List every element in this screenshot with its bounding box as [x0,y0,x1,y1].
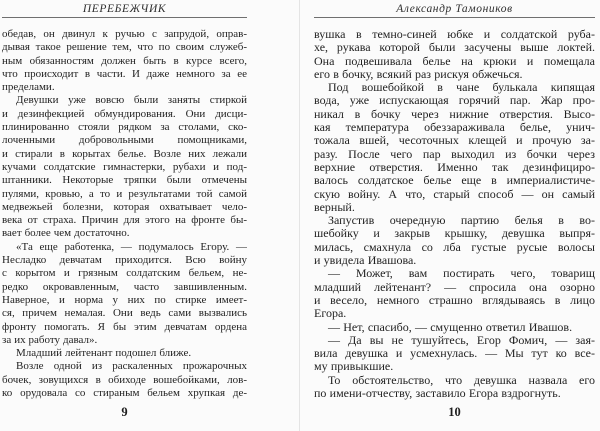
text-line: по имени-отчеству, заставило Егора вздрогнуть. [314,387,561,401]
text-line: ся, причем немалая. Они ведь сами вызвались [2,307,247,320]
text-line: — Нет, спасибо, — смущенно ответил Ивашов. [328,320,573,334]
text-line: разу. После чего пар выходил из бочки через [314,147,595,161]
right-page [299,0,600,431]
text-line: Под вошебойкой в чане булькала кипящая [328,81,595,95]
text-line: Егора. [314,307,347,321]
text-line: шебойку и закрыв крышку, девушка выпря- [314,227,595,241]
running-head-title: ПЕРЕБЕЖЧИК [82,3,167,15]
text-line: и увидела Ивашова. [314,254,417,268]
text-line: кая температура обеззараживала белье, унич- [314,121,595,135]
text-line: что происходит в части. И даже немного за ее [2,67,247,80]
text-line: бочек, зовущихся в обиходе вошебойками, лов- [2,373,247,386]
page-divider [299,0,300,431]
text-line: валось солдатское белье еще в империалистиче- [314,174,595,188]
text-line: «Та еще работенка, — подумалось Егору. — [16,240,247,253]
text-line: Запустив очередную партию белья в во- [328,214,595,228]
text-line: верхние отверстия. Именно так дезинфициро- [314,160,595,174]
text-line: му привыкшие. [314,360,394,374]
text-line: пределами. [2,81,55,94]
text-line: медвежьей болезни, которая охватывает чело- [2,200,247,213]
text-line: Она подвешивала белье на крюки и помещала [314,54,595,68]
text-line: и стирали в корытах белье. Возле них лежали [2,147,247,160]
text-line: младший лейтенант? — спросила она озорно [314,280,595,294]
text-line: Наверное, и норма у них по стирке имеет- [2,293,247,306]
text-line: — Может, вам постирать чего, товарищ [328,267,595,281]
text-line: пулями, кровью, а то и результатами той самой [2,187,247,200]
text-line: То обстоятельство, что девушка назвала его [328,373,595,387]
text-line: дывая такое решение тем, что по своим служеб- [2,41,247,54]
header-rule [314,17,595,18]
text-line: и дезинфекцией обмундирования. Они дисци- [2,107,247,120]
text-line: вила девушка и усмехнулась. — Мы тут ко все- [314,347,595,361]
text-line: Несладко девчатам приходится. Всю войну [2,254,247,267]
text-line: Возле одной из раскаленных прожарочных [16,360,247,373]
text-line: плинированно стояли рядком за столами, ско- [2,121,247,134]
running-head-author: Александр Тамоников [396,3,513,15]
text-line: вушка в темно-синей юбке и солдатской руба- [314,28,595,41]
text-line: вает более чем достаточно. [2,227,130,240]
text-line: штанники. Некоторые тряпки были отмечены [2,174,247,187]
page-number: 9 [121,405,128,420]
page-text [314,28,595,400]
text-line: с корытом и грязным солдатским бельем, не- [2,267,247,280]
text-line: и весело, немного страшно вглядываясь в лицо [314,293,595,307]
text-line: — Да вы не тушуйтесь, Егор Фомич, — зая- [328,333,595,347]
text-line: тожала вшей, чесоточных клещей и прочую за- [314,134,595,148]
page-text [2,28,247,400]
header-rule [2,17,247,18]
left-page [0,0,299,431]
text-line: обедав, он двинул к ручью с запрудой, оправ- [2,28,247,40]
text-line: ко орудовала со стираным бельем хрупкая де- [2,387,247,400]
text-line: Младший лейтенант подошел ближе. [16,347,192,360]
text-line: века от страха. Причин для этого на фронте бы- [2,214,247,227]
text-line: милась, смахнула со лба густые русые волосы [314,240,595,254]
text-line: хе, рукава которой были засучены выше локтей. [314,41,595,55]
text-line: верный. [314,200,355,214]
text-line: кучами солдатские гимнастерки, рубахи и под- [2,160,247,173]
text-line: редко окровавленным, часто завшивленным. [2,280,247,293]
text-line: фронту помогать. Я бы этим девчатам ордена [2,320,247,333]
text-line: вода, уже испускающая горячий пар. Жар про- [314,94,595,108]
text-line: лоченными добровольными помощниками, [2,134,247,147]
page-number: 10 [448,405,461,420]
text-line: его в бочку, всякий раз рискуя обжечься. [314,67,523,81]
text-line: скую войну. А что, старый способ — он самый [314,187,595,201]
text-line: за их работу давал». [2,333,98,346]
text-line: Девушки уже вовсю были заняты стиркой [16,94,247,107]
text-line: ным обязанностям должен быть в курсе всего, [2,54,247,67]
text-line: никал в бочку через нижние отверстия. Высо- [314,107,595,121]
